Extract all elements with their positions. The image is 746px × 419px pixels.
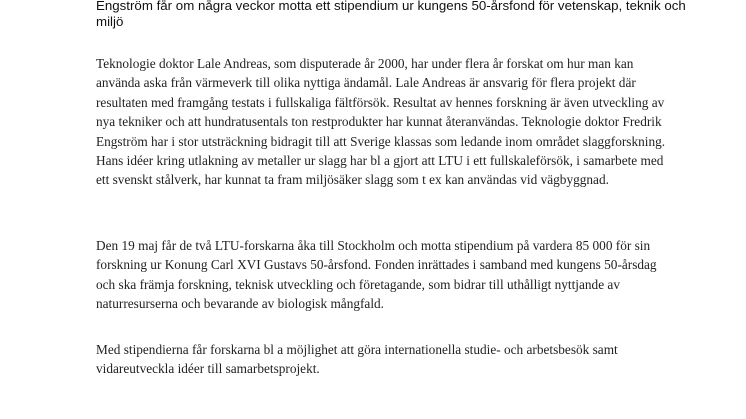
paragraph-stipend: Den 19 maj får de två LTU-forskarna åka till Stockholm och motta stipendium på vardera 85 000 för sin forskning ur Konung Carl XVI Gustavs 50-årsfond. Fonden inrättades i samband med kungens 50-årsdag och ska främja forskning, teknisk utveckling och företagande, som bidrar till uthålligt nyttjande av naturresurserna och bevarande av biologisk mångfald. bbox=[96, 238, 657, 312]
paragraph-researchers: Teknologie doktor Lale Andreas, som disputerade år 2000, har under flera år forskat om hur man kan använda aska från värmeverk till olika nyttiga ändamål. Lale Andreas är ansvarig för flera projekt där resultaten med framgång testats i fullskaliga fältförsök. Resultat av hennes forskning är även utveckling av nya tekniker och att hundratusentals ton restprodukter har kunnat återanvändas. Teknologie doktor Fredrik Engström har i stor utsträckning bidragit till att Sverige klassas som ledande inom området slaggforskning. Hans idéer kring utlakning av metaller ur slagg har bl a gjort att LTU i ett fullskaleförsök, i samarbete med ett svenskt stålverk, har kunnat ta fram miljösäker slagg som t ex kan användas vid vägbyggnad. bbox=[96, 56, 666, 188]
document-heading: Engström får om några veckor motta ett stipendium ur kungens 50-årsfond för vetenskap, teknik och miljö bbox=[96, 0, 686, 29]
paragraph-opportunities: Med stipendierna får forskarna bl a möjlighet att göra internationella studie- och arbetsbesök samt vidareutveckla idéer till samarbetsprojekt. bbox=[96, 342, 618, 377]
